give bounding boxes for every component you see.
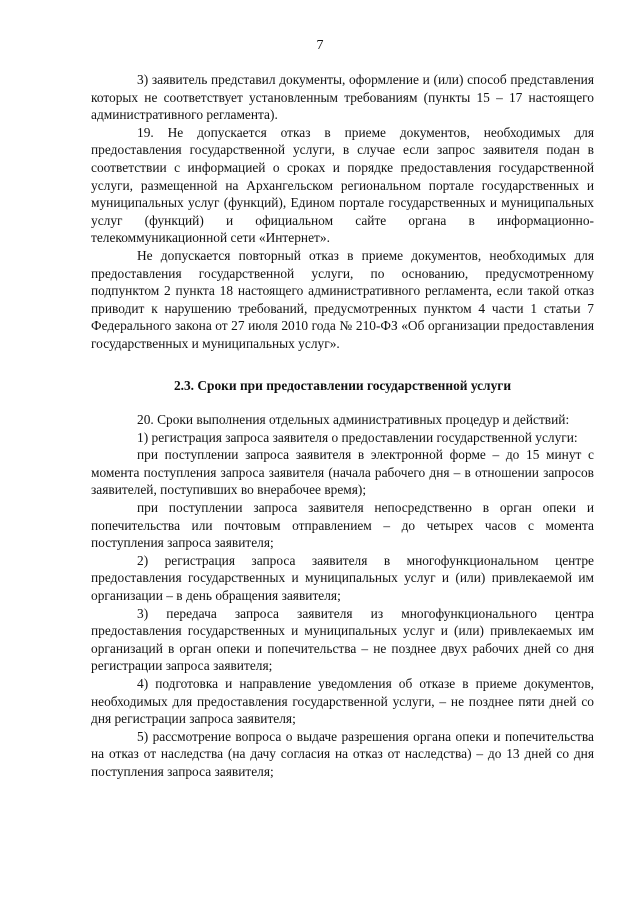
list-item-3: 3) передача запроса заявителя из многофункционального центра предоставления государственных и муниципальных услуг и (или) привлекаемых им организаций в орган опеки и попечительства – не позднее двух рабочих дней со дня регистрации запроса заявителя; <box>91 605 594 674</box>
page-number: 7 <box>316 38 324 53</box>
list-item-2: 2) регистрация запроса заявителя в многофункциональном центре предоставления государственных и муниципальных услуг и (или) привлекаемой им организации – в день обращения заявителя; <box>91 552 594 604</box>
list-item-1-electronic: при поступлении запроса заявителя в электронной форме – до 15 минут с момента поступления запроса заявителя (начала рабочего дня – в отношении запросов заявителей, поступивших во внерабочее время); <box>91 447 594 498</box>
list-item-1: 1) регистрация запроса заявителя о предоставлении государственной услуги: <box>137 429 578 445</box>
paragraph-19: 19. Не допускается отказ в приеме документов, необходимых для предоставления государственной услуги, в случае если запрос заявителя подан в соответствии с информацией о сроках и порядке предоставления государственной услуги, размещенной на Архангельском региональном портале государственных и муниципальных услуг (функций), Едином портале государственных и муниципальных услуг (функций) и официальном сайте органа в информационно-телекоммуникационной сети «Интернет». <box>91 124 594 246</box>
list-item-4: 4) подготовка и направление уведомления об отказе в приеме документов, необходимых для предоставления государственной услуги, – не позднее пяти дней со дня регистрации запроса заявителя; <box>91 676 594 727</box>
document-body <box>91 71 594 781</box>
list-item-5: 5) рассмотрение вопроса о выдаче разрешения органа опеки и попечительства на отказ от наследства (на дачу согласия на отказ от наследства) – до 13 дней со дня поступления запроса заявителя; <box>91 728 594 779</box>
paragraph-repeat-refusal: Не допускается повторный отказ в приеме документов, необходимых для предоставления государственной услуги, по основанию, предусмотренному подпунктом 2 пункта 18 настоящего административного регламента, если такой отказ приводит к нарушению требований, предусмотренных пунктом 4 части 1 статьи 7 Федерального закона от 27 июля 2010 года № 210-ФЗ «Об организации предоставления государственных и муниципальных услуг». <box>91 247 594 351</box>
paragraph-20: 20. Сроки выполнения отдельных административных процедур и действий: <box>137 412 570 428</box>
list-item-1-direct: при поступлении запроса заявителя непосредственно в орган опеки и попечительства или почтовым отправлением – до четырех часов с момента поступления запроса заявителя; <box>91 500 594 551</box>
paragraph-item-3: 3) заявитель представил документы, оформление и (или) способ представления которых не соответствует установленным требованиям (пункты 15 – 17 настоящего административного регламента). <box>91 72 594 123</box>
section-heading: 2.3. Сроки при предоставлении государственной услуги <box>173 377 512 393</box>
